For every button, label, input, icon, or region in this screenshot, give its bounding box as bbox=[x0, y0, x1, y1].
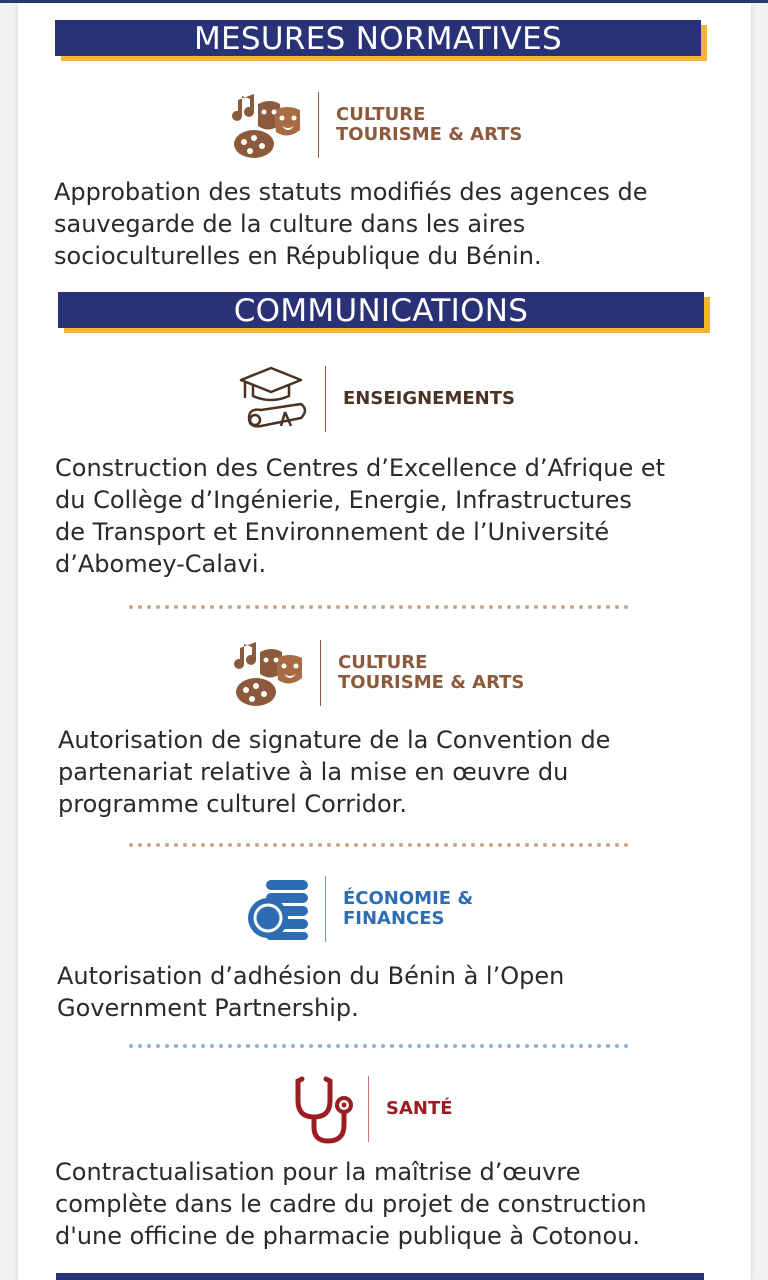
category-label: CULTURE TOURISME & ARTS bbox=[338, 652, 525, 693]
theme-enseignements bbox=[233, 364, 515, 434]
paragraph-sante: Contractualisation pour la maîtrise d’œuvre complète dans le cadre du projet de construction d'une officine de pharmacie publique à Cotonou. bbox=[55, 1158, 647, 1250]
section-heading-communications: COMMUNICATIONS bbox=[58, 292, 704, 328]
stethoscope-icon bbox=[288, 1074, 358, 1144]
dotted-separator bbox=[128, 1043, 633, 1049]
category-label: ENSEIGNEMENTS bbox=[343, 388, 515, 409]
theme-culture-2 bbox=[228, 638, 524, 708]
dotted-separator bbox=[128, 604, 633, 610]
divider bbox=[318, 92, 319, 158]
theme-sante bbox=[288, 1074, 453, 1144]
dotted-separator bbox=[128, 842, 633, 848]
category-label: SANTÉ bbox=[386, 1098, 453, 1119]
theater-arts-icon bbox=[228, 638, 308, 708]
category-label: CULTURE TOURISME & ARTS bbox=[336, 104, 523, 145]
divider bbox=[325, 876, 326, 942]
theme-economie bbox=[240, 874, 473, 944]
section-heading-mesures-normatives: MESURES NORMATIVES bbox=[55, 20, 701, 56]
theater-arts-icon bbox=[226, 90, 306, 160]
next-section-banner-edge bbox=[56, 1273, 704, 1280]
paragraph-culture-statuts: Approbation des statuts modifiés des agences de sauvegarde de la culture dans les aires socioculturelles en République du Bénin. bbox=[54, 178, 648, 270]
divider bbox=[368, 1076, 369, 1142]
coins-icon bbox=[240, 874, 316, 944]
theme-culture-1 bbox=[226, 90, 522, 160]
graduation-cap-icon bbox=[233, 364, 313, 434]
paragraph-economie: Autorisation d’adhésion du Bénin à l’Open Government Partnership. bbox=[57, 962, 565, 1022]
category-label: ÉCONOMIE & FINANCES bbox=[343, 888, 474, 929]
divider bbox=[320, 640, 321, 706]
paragraph-enseignements: Construction des Centres d’Excellence d’Afrique et du Collège d’Ingénierie, Energie, Infrastructures de Transport et Environnement de l’Université d’Abomey-Calavi. bbox=[55, 454, 666, 578]
divider bbox=[325, 366, 326, 432]
paragraph-culture-corridor: Autorisation de signature de la Convention de partenariat relative à la mise en œuvre du programme culturel Corridor. bbox=[58, 726, 611, 818]
